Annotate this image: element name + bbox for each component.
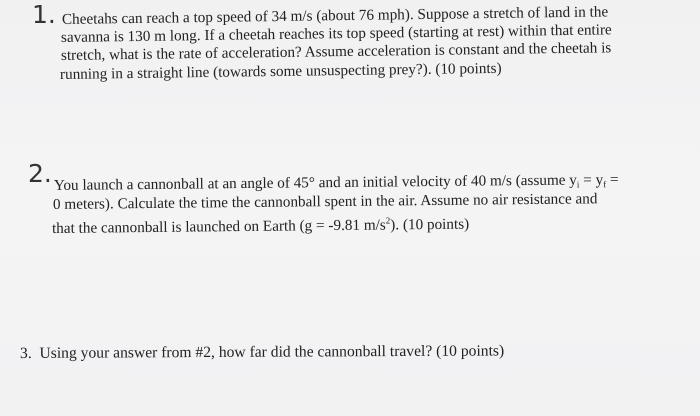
question-text-segment: You launch a cannonball at an angle of 45° and an initial velocity of 40 m/s (assume y [53,171,577,194]
subscript-i: i [576,179,580,190]
question-text-segment: = [606,171,619,189]
question-3 [0,335,700,375]
question-text-line: 0 meters). Calculate the time the cannonball spent in the air. Assume no air resistance and [52,190,598,213]
question-text-line [52,211,469,238]
question-text-line [20,342,504,363]
question-text-segment: that the cannonball is launched on Earth (g = -9.81 m/s [51,216,386,237]
question-number: 1. [32,0,56,29]
question-1 [0,0,700,110]
question-number: 3. [19,344,32,362]
question-text: Using your answer from #2, how far did the cannonball travel? (10 points) [39,342,505,362]
question-text-segment: ). (10 points) [390,215,470,234]
question-text-line: stretch, what is the rate of acceleration? Assume acceleration is constant and the cheetah is [60,39,612,64]
question-text-line: savanna is 130 m long. If a cheetah reaches its top speed (starting at rest) within that entire [60,21,612,46]
question-text-line: Cheetahs can reach a top speed of 34 m/s (about 76 mph). Suppose a stretch of land in the [61,3,609,28]
question-number: 2. [28,159,52,188]
question-text-segment: = y [579,171,604,189]
question-2 [0,150,700,260]
subscript-f: f [603,179,607,190]
superscript-2: 2 [385,215,391,226]
question-text-line: running in a straight line (towards some unsuspecting prey?). (10 points) [59,59,502,83]
